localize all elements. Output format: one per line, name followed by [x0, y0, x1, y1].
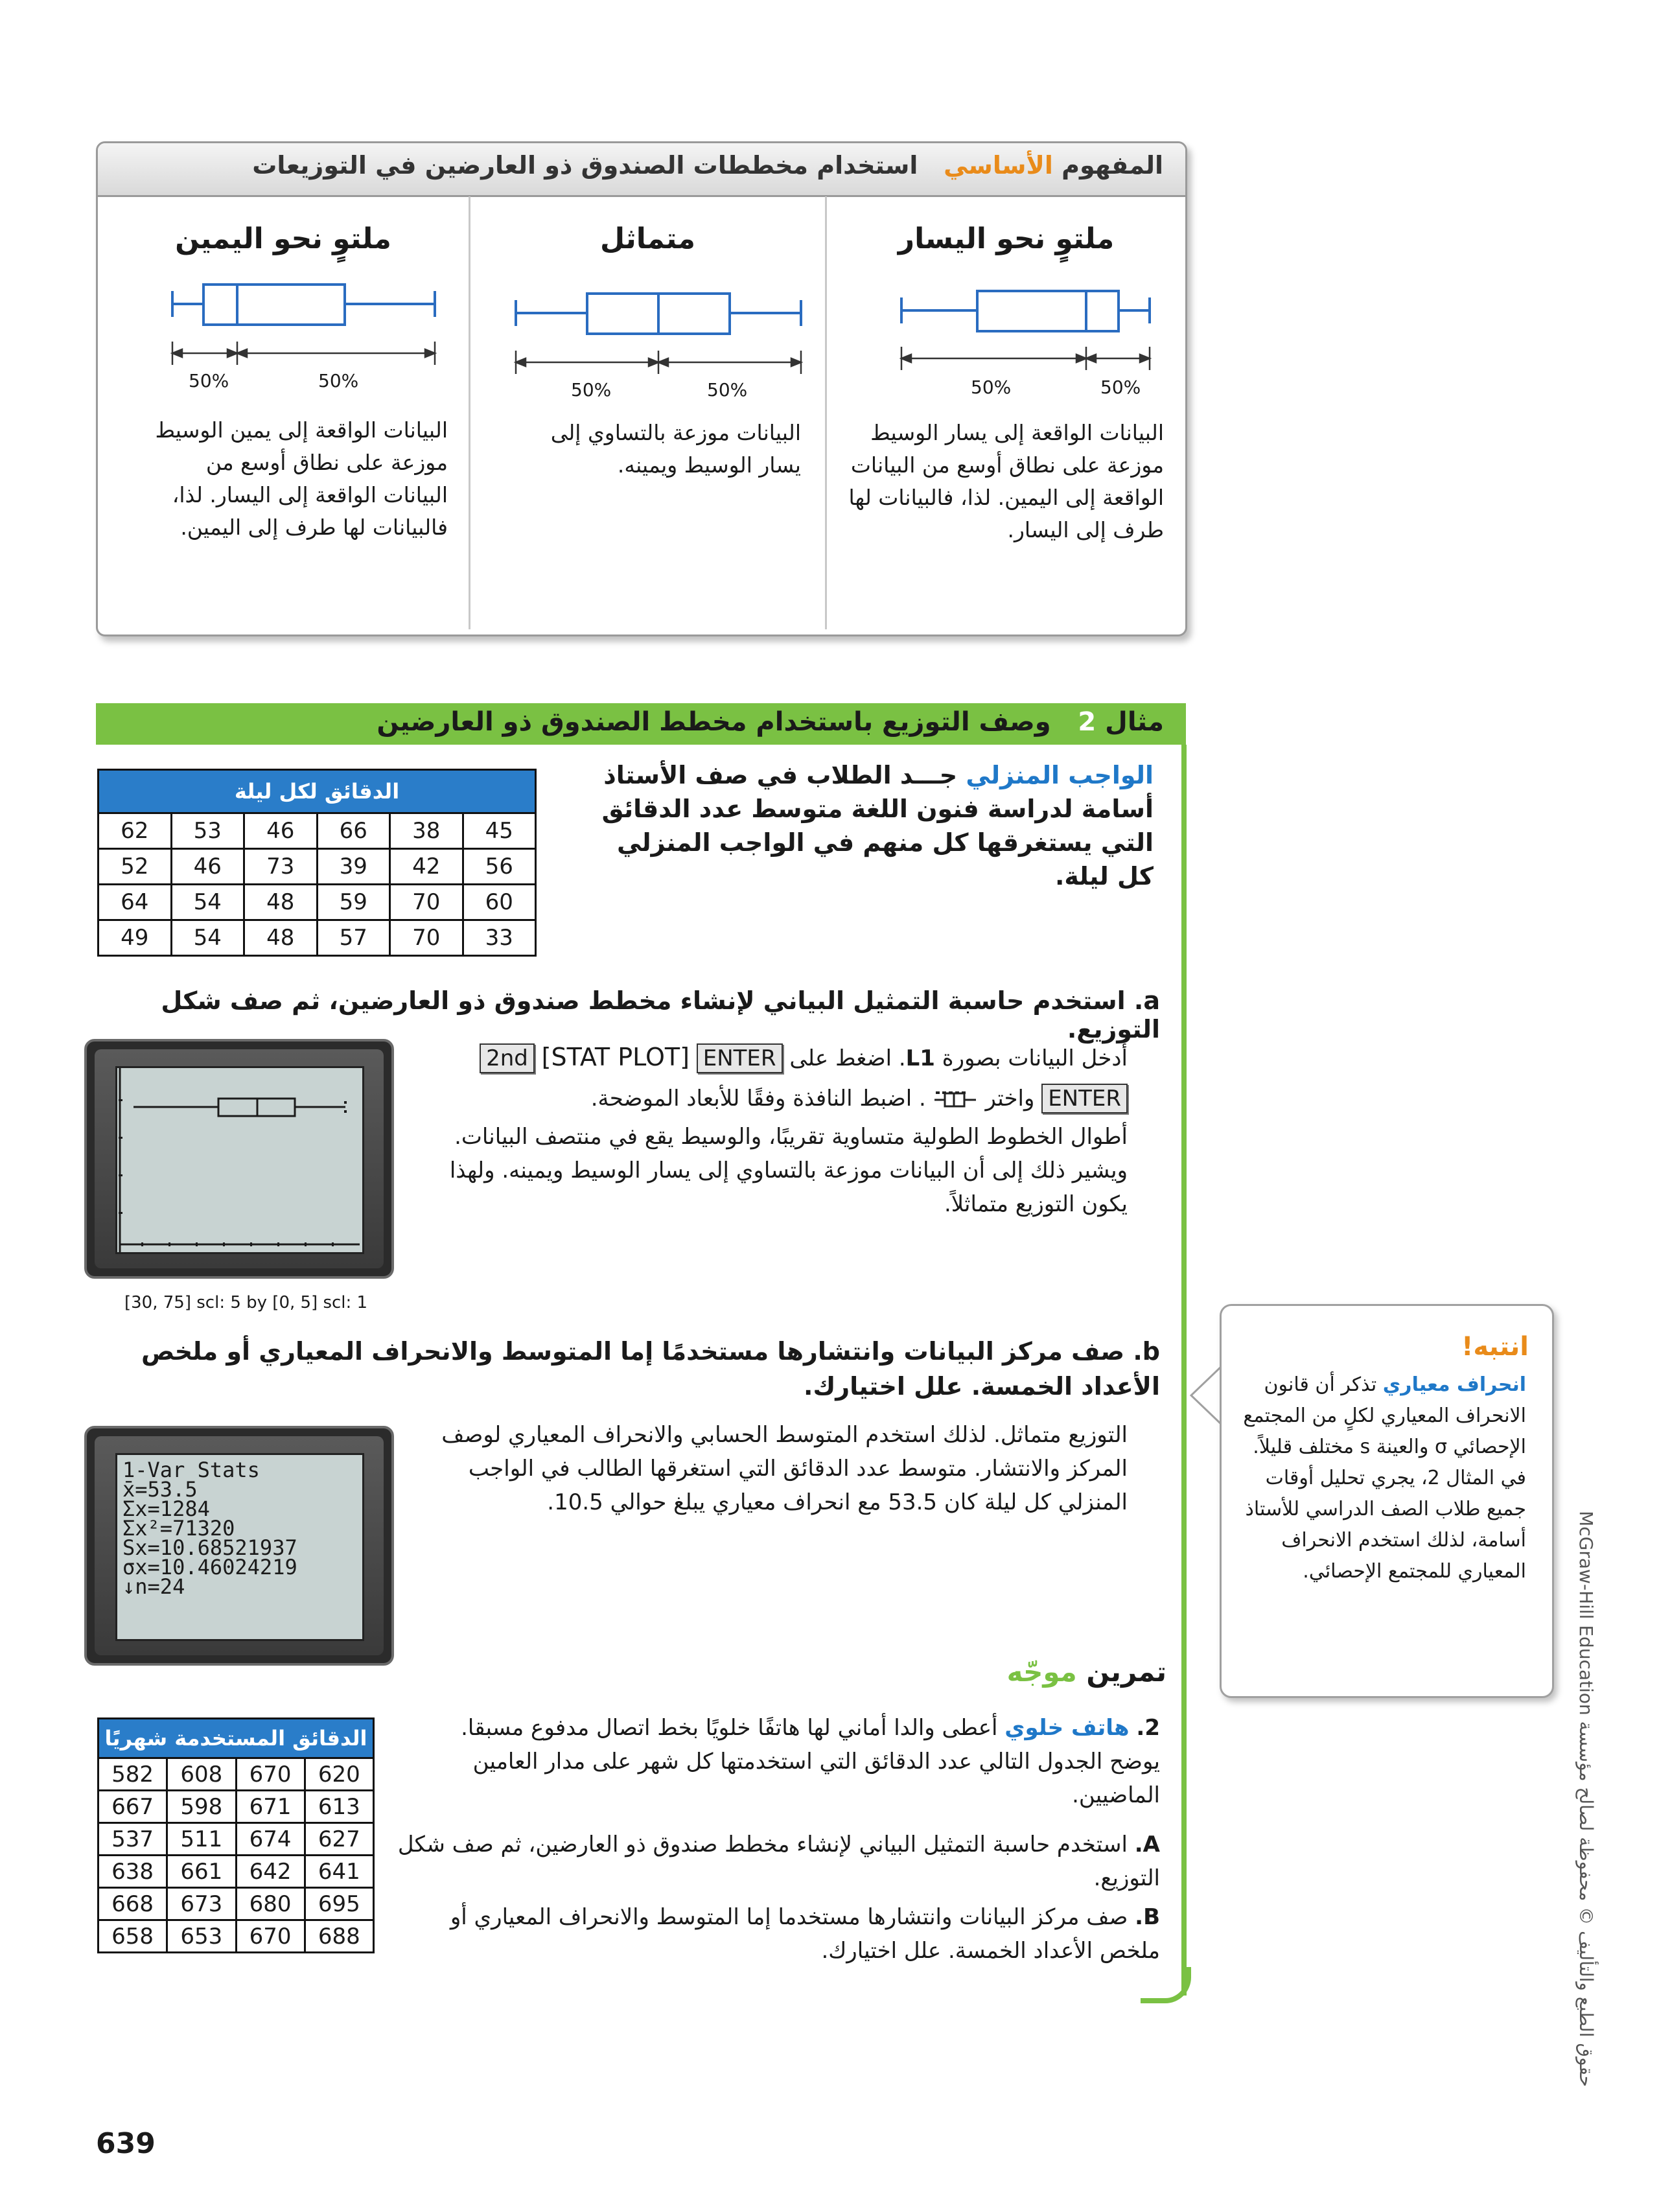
watch-out-text: تذكر أن قانون الانحراف المعياري لكلٍ من المجتمع الإحصائي σ والعينة s مختلف قليلاً. في المثال 2، يجري تحليل أوقات جميع طلاب الصف الدراسي للأستاذ أسامة، لذلك استخدم الانحراف المعياري للمجتمع الإحصائي. — [1243, 1373, 1526, 1583]
example-header — [96, 703, 1186, 745]
kc-column-text: البيانات موزعة بالتساوي إلى يسار الوسيط ويمينه. — [550, 420, 801, 478]
stats-line: Σx²=71320 — [122, 1516, 235, 1541]
monthly-minutes-table — [97, 1717, 375, 1953]
kc-column-text: البيانات الواقعة إلى يسار الوسيط موزعة على نطاق أوسع من البيانات الواقعة إلى اليمين. لذا، فالبيانات لها طرف إلى اليسار. — [848, 420, 1164, 542]
watch-out-body — [1241, 1369, 1526, 1587]
calculator-bezel — [95, 1049, 384, 1268]
table-header: الدقائق لكل ليلة — [99, 770, 536, 813]
example-border — [1181, 745, 1187, 1996]
pct-label-right: 50% — [1100, 377, 1141, 398]
table-cell: 511 — [167, 1823, 236, 1856]
table-cell: 73 — [244, 849, 318, 885]
table-cell: 62 — [99, 813, 172, 849]
table-cell: 48 — [244, 885, 318, 920]
table-row — [99, 920, 536, 956]
table-cell: 52 — [99, 849, 172, 885]
copyright-strip — [1573, 1439, 1606, 2087]
copyright-text: حقوق الطبع والتأليف © محفوظة لصالح مؤسسة McGraw-Hill Education — [1575, 1511, 1597, 2087]
table-cell: 638 — [99, 1856, 167, 1888]
calculator-display — [115, 1453, 364, 1641]
table-cell: 670 — [236, 1758, 305, 1791]
table-row — [99, 1888, 374, 1920]
table-cell: 48 — [244, 920, 318, 956]
pct-label-right: 50% — [318, 370, 359, 391]
kc-column-title: ملتوٍ نحو اليسار — [898, 222, 1115, 255]
part-letter: a. — [1133, 986, 1160, 1015]
table-cell: 695 — [305, 1888, 373, 1920]
table-cell: 54 — [171, 885, 244, 920]
table-cell: 668 — [99, 1888, 167, 1920]
table-cell: 53 — [171, 813, 244, 849]
table-cell: 70 — [390, 885, 463, 920]
key-concept-header — [98, 143, 1185, 197]
part-question-text: صف مركز البيانات وانتشارها مستخدمًا إما المتوسط والانحراف المعياري أو ملخص الأعداد الخمسة. علل اختيارك. — [141, 1337, 1160, 1401]
pct-label-right: 50% — [707, 379, 748, 401]
table-row — [99, 1823, 374, 1856]
guided-practice-problem — [441, 1711, 1160, 1812]
table-cell: 673 — [167, 1888, 236, 1920]
table-cell: 64 — [99, 885, 172, 920]
key-concept-label — [252, 151, 1163, 180]
page-number: 639 — [96, 2127, 156, 2160]
intro-text: جـــد الطلاب في صف الأستاذ أسامة لدراسة فنون اللغة متوسط عدد الدقائق التي يستغرقها كل منهم في الواجب المنزلي كل ليلة. — [601, 761, 1154, 891]
table-cell: 537 — [99, 1823, 167, 1856]
part-b-question — [130, 1334, 1160, 1404]
part-a-instructions — [415, 1037, 1128, 1119]
part-b-answer: التوزيع متماثل. لذلك استخدم المتوسط الحسابي والانحراف المعياري لوصف المركز والانتشار. متوسط عدد الدقائق التي استغرقها الطالب في الواجب المنزلي كل ليلة كان 53.5 مع انحراف معياري يبلغ حوالي 10.5. — [441, 1422, 1128, 1515]
table-cell: 70 — [390, 920, 463, 956]
enter-key: ENTER — [697, 1043, 783, 1073]
watch-out-pointer — [1190, 1366, 1224, 1425]
stats-line: ↓n=24 — [122, 1574, 185, 1599]
table-cell: 49 — [99, 920, 172, 956]
table-cell: 56 — [463, 849, 536, 885]
watch-out-title: انتبه! — [1461, 1332, 1529, 1362]
example-label: مثال — [1105, 707, 1164, 737]
table-cell: 582 — [99, 1758, 167, 1791]
boxplot-type-icon — [933, 1090, 979, 1110]
pct-label-left: 50% — [571, 379, 612, 401]
calc-boxplot-graph — [117, 1068, 362, 1252]
table-cell: 670 — [236, 1920, 305, 1953]
table-cell: 608 — [167, 1758, 236, 1791]
gp-heading-accent: موجّه — [1006, 1656, 1077, 1688]
kc-column-title: ملتوٍ نحو اليمين — [175, 222, 391, 255]
key-concept-title: استخدام مخططات الصندوق ذو العارضين في التوزيعات — [252, 151, 918, 180]
table-cell: 66 — [317, 813, 390, 849]
table-cell: 42 — [390, 849, 463, 885]
table-cell: 688 — [305, 1920, 373, 1953]
minutes-per-night-table — [97, 769, 537, 957]
table-cell: 598 — [167, 1791, 236, 1823]
part-letter: A. — [1134, 1832, 1160, 1857]
calculator-stats-screen — [84, 1426, 394, 1666]
gp-part-A — [389, 1828, 1160, 1895]
table-cell: 671 — [236, 1791, 305, 1823]
table-cell: 658 — [99, 1920, 167, 1953]
part-a-question — [130, 986, 1160, 1043]
kc-column-right-skew — [98, 196, 469, 631]
watch-out-keyword: انحراف معياري — [1382, 1373, 1526, 1396]
table-header: الدقائق المستخدمة شهريًا — [99, 1719, 374, 1758]
table-cell: 39 — [317, 849, 390, 885]
guided-practice-heading — [907, 1656, 1166, 1688]
table-cell: 46 — [244, 813, 318, 849]
table-cell: 60 — [463, 885, 536, 920]
instruction-text: واختر — [985, 1086, 1035, 1112]
calculator-bezel — [95, 1436, 384, 1655]
table-cell: 59 — [317, 885, 390, 920]
table-cell: 661 — [167, 1856, 236, 1888]
stats-line: x̄=53.5 — [122, 1477, 198, 1502]
table-cell: 38 — [390, 813, 463, 849]
stats-line: Sx=10.68521937 — [122, 1535, 297, 1560]
table-cell: 653 — [167, 1920, 236, 1953]
enter-key: ENTER — [1041, 1084, 1128, 1113]
example-title: وصف التوزيع باستخدام مخطط الصندوق ذو العارضين — [377, 707, 1051, 737]
table-cell: 54 — [171, 920, 244, 956]
part-a-answer: أطوال الخطوط الطولية متساوية تقريبًا، والوسيط يقع في منتصف البيانات. ويشير ذلك إلى أن البيانات موزعة بالتساوي إلى يسار الوسيط ويمينه. ولهذا يكون التوزيع متماثلاً. — [449, 1124, 1128, 1217]
list-name: L1 — [905, 1045, 935, 1071]
table-cell: 620 — [305, 1758, 373, 1791]
kc-column-title: متماثل — [599, 222, 696, 255]
part-letter: B. — [1135, 1904, 1160, 1930]
part-text: صف مركز البيانات وانتشارها مستخدما إما المتوسط والانحراف المعياري أو ملخص الأعداد الخمسة. علل اختيارك. — [450, 1904, 1160, 1964]
table-cell: 45 — [463, 813, 536, 849]
instruction-text: . اضبط النافذة وفقًا للأبعاد الموضحة. — [590, 1086, 926, 1112]
table-cell: 674 — [236, 1823, 305, 1856]
example-border-corner — [1141, 1967, 1191, 2003]
table-row — [99, 849, 536, 885]
gp-part-B — [415, 1900, 1160, 1968]
problem-number: 2. — [1136, 1715, 1160, 1741]
key-concept-label-prefix: المفهوم — [1062, 151, 1163, 180]
part-letter: b. — [1133, 1337, 1160, 1366]
instruction-text: أدخل البيانات بصورة — [942, 1045, 1128, 1071]
stat-plot-key: [STAT PLOT] — [541, 1043, 690, 1071]
calculator-display — [115, 1066, 364, 1254]
instruction-text: . اضغط على — [789, 1045, 906, 1071]
table-row — [99, 1920, 374, 1953]
intro-keyword: الواجب المنزلي — [966, 761, 1154, 789]
stats-line: 1-Var Stats — [122, 1458, 260, 1482]
stats-line: σx=10.46024219 — [122, 1555, 297, 1579]
calculator-boxplot-screen — [84, 1039, 394, 1279]
table-cell: 46 — [171, 849, 244, 885]
window-caption: [30, 75] scl: 5 by [0, 5] scl: 1 — [124, 1293, 368, 1312]
kc-column-symmetric — [470, 196, 825, 631]
instruction-line-1 — [415, 1037, 1128, 1078]
table-cell: 57 — [317, 920, 390, 956]
watch-out-box — [1220, 1304, 1554, 1698]
table-cell: 641 — [305, 1856, 373, 1888]
2nd-key: 2nd — [480, 1043, 535, 1073]
table-cell: 680 — [236, 1888, 305, 1920]
stats-output — [122, 1458, 297, 1599]
key-concept-label-accent: الأساسي — [944, 151, 1053, 180]
table-row — [99, 1791, 374, 1823]
part-question-text: استخدم حاسبة التمثيل البياني لإنشاء مخطط صندوق ذو العارضين، ثم صف شكل التوزيع. — [161, 986, 1160, 1043]
table-cell: 642 — [236, 1856, 305, 1888]
part-text: استخدم حاسبة التمثيل البياني لإنشاء مخطط صندوق ذو العارضين، ثم صف شكل التوزيع. — [397, 1832, 1160, 1891]
gp-heading-pre: تمرين — [1086, 1656, 1166, 1688]
problem-text: أعطى والدا أماني لها هاتفًا خلويًا بخط اتصال مدفوع مسبقا. يوضح الجدول التالي عدد الدقائق التي استخدمتها كل شهر على مدار العامين الماضيين. — [461, 1715, 1160, 1808]
key-concept-box — [96, 141, 1187, 636]
table-cell: 627 — [305, 1823, 373, 1856]
stats-line: Σx=1284 — [122, 1496, 210, 1521]
pct-label-left: 50% — [189, 370, 229, 391]
kc-column-left-skew — [827, 196, 1185, 631]
table-row — [99, 813, 536, 849]
example-number: 2 — [1078, 707, 1096, 737]
problem-keyword: هاتف خلوي — [1004, 1715, 1130, 1741]
table-cell: 33 — [463, 920, 536, 956]
table-cell: 667 — [99, 1791, 167, 1823]
kc-column-text: البيانات الواقعة إلى يمين الوسيط موزعة على نطاق أوسع من البيانات الواقعة إلى اليسار. لذا، فالبيانات لها طرف إلى اليمين. — [155, 417, 448, 540]
table-row — [99, 1758, 374, 1791]
table-cell: 613 — [305, 1791, 373, 1823]
table-row — [99, 1856, 374, 1888]
example-intro — [583, 758, 1154, 893]
instruction-line-2 — [415, 1078, 1128, 1119]
pct-label-left: 50% — [971, 377, 1012, 398]
table-row — [99, 885, 536, 920]
